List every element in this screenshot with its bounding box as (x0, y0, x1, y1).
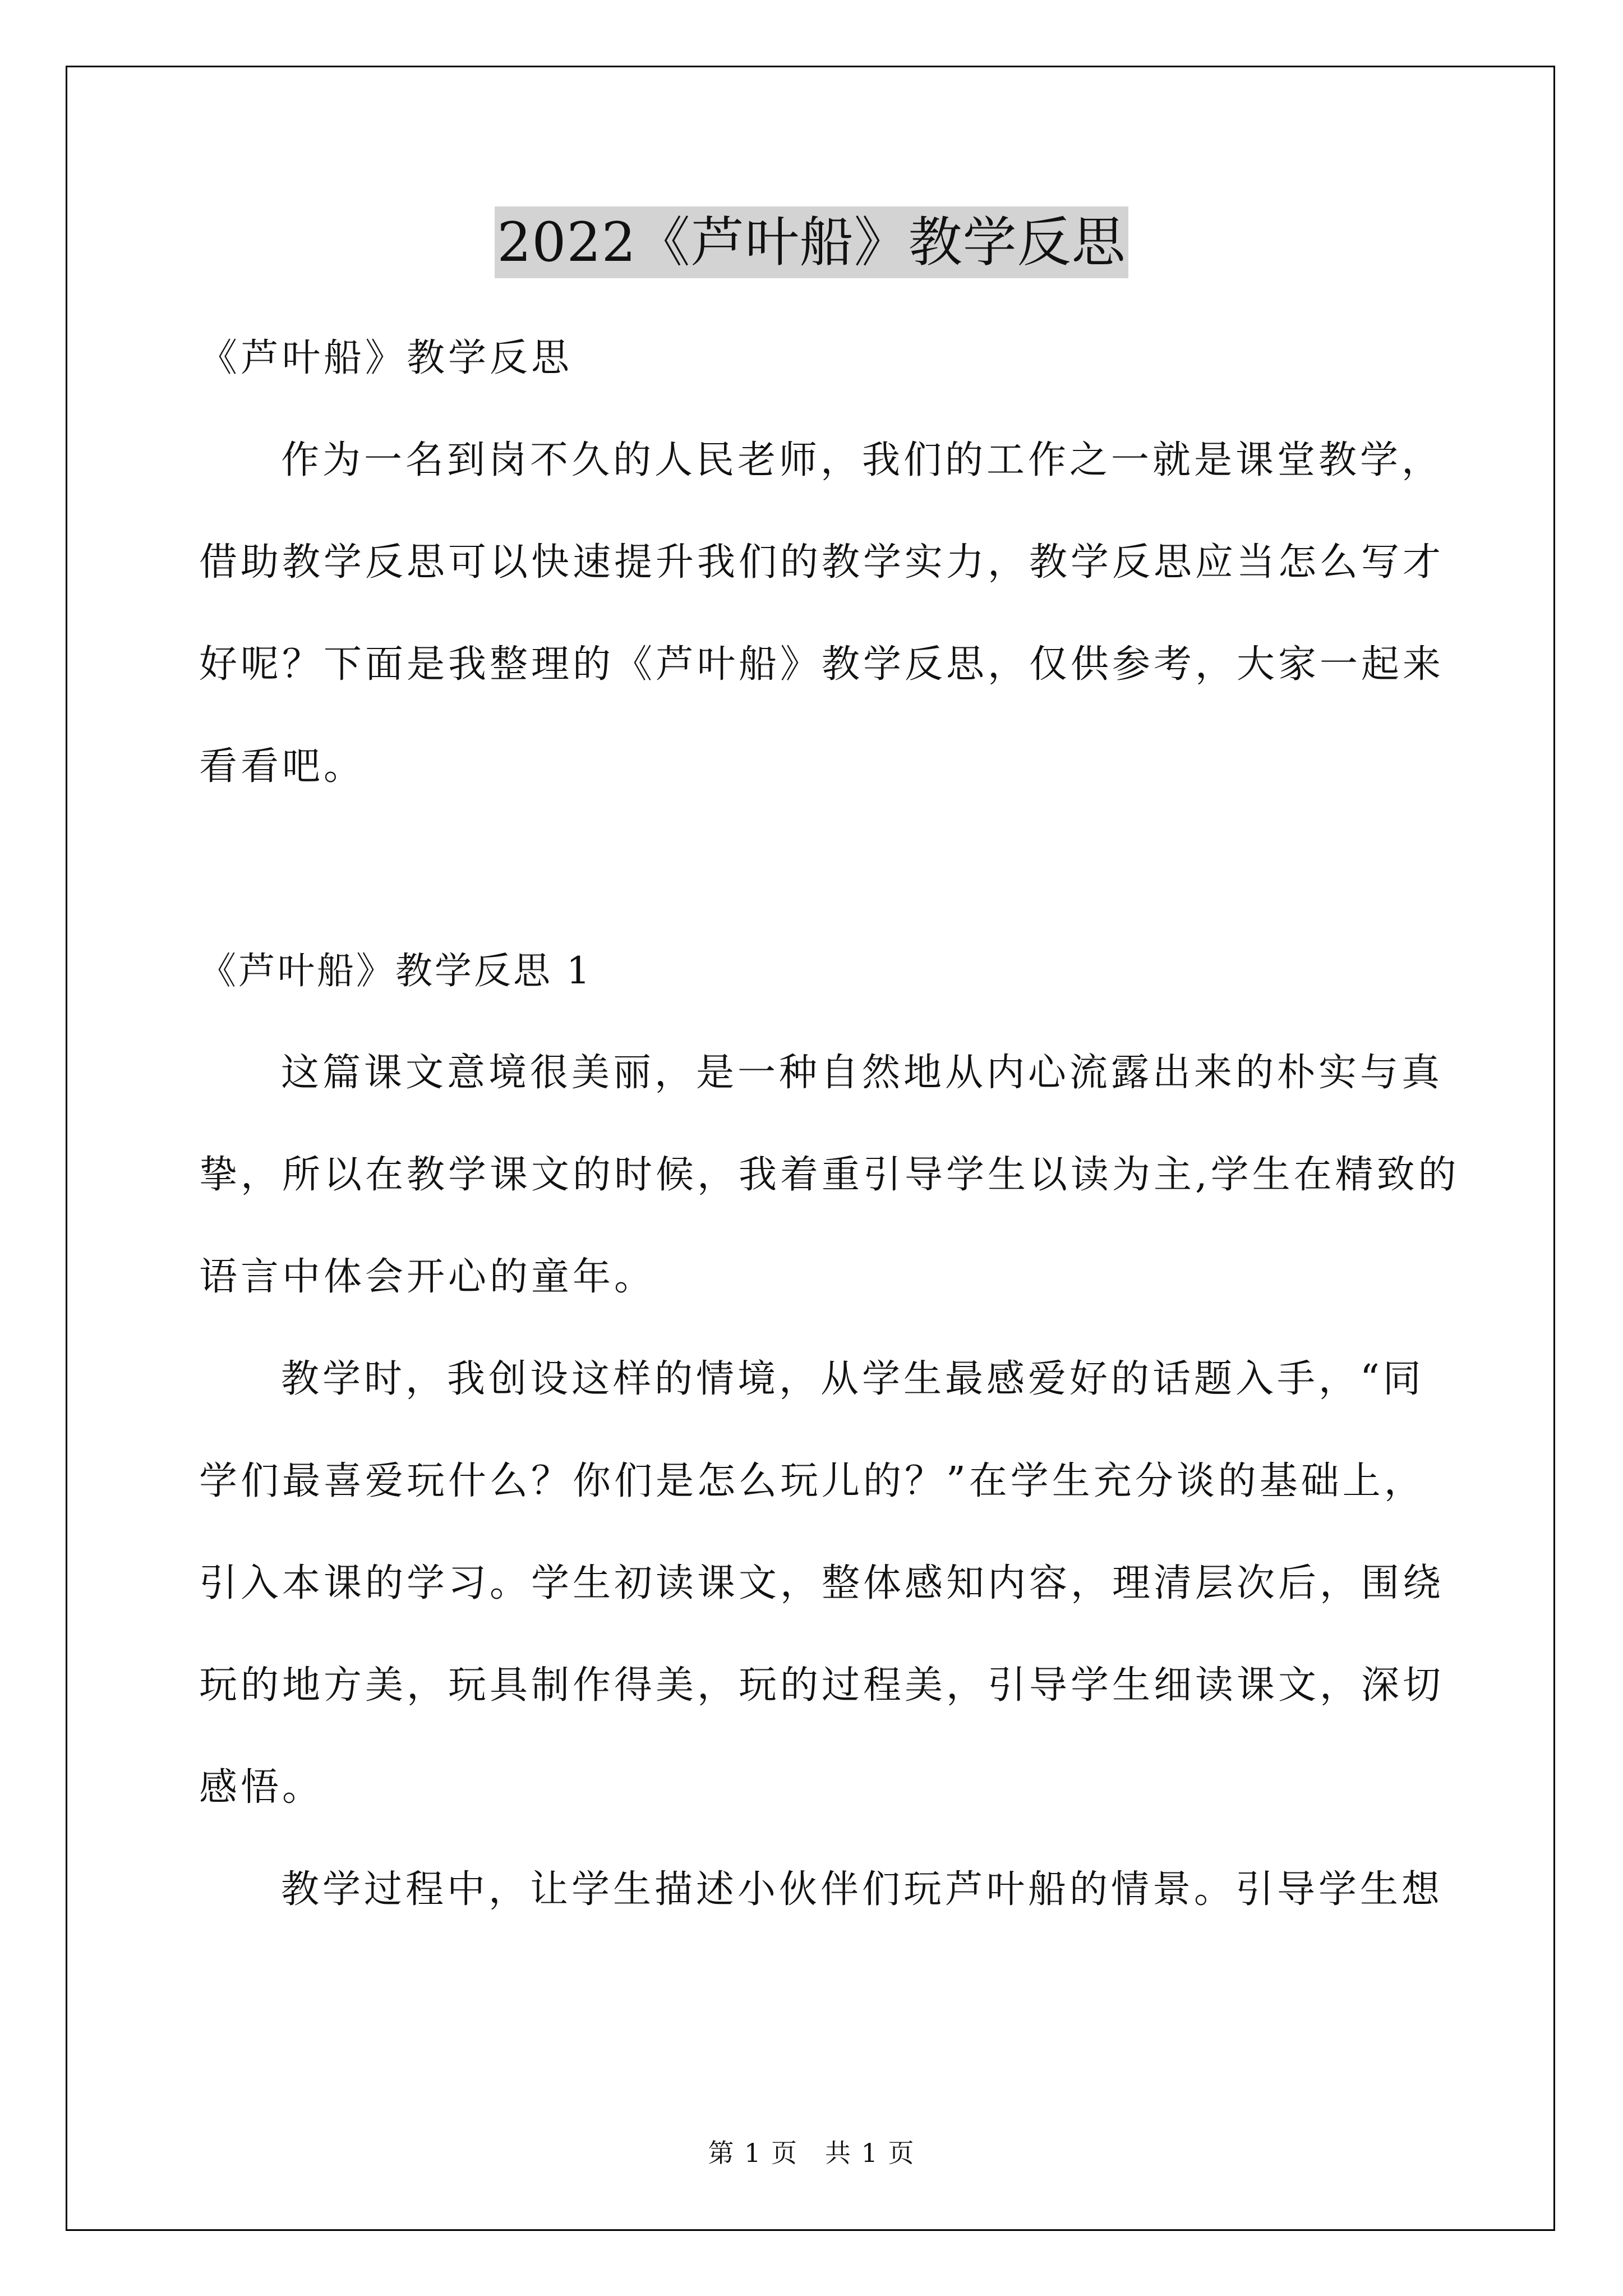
paragraph-1 (199, 1022, 1460, 1328)
text-line: 引入本课的学习。学生初读课文，整体感知内容，理清层次后，围绕 (199, 1561, 1445, 1605)
title-container (0, 206, 1623, 278)
paragraph-3 (199, 1839, 1444, 1941)
text-line: 作为一名到岗不久的人民老师，我们的工作之一就是课堂教学， (281, 438, 1444, 482)
text-line: 看看吧。 (199, 744, 366, 789)
text-line: 感悟。 (199, 1765, 324, 1810)
document-title: 2022《芦叶船》教学反思 (495, 206, 1128, 278)
text-line: 语言中体会开心的童年。 (199, 1255, 656, 1299)
text-line: 玩的地方美，玩具制作得美，玩的过程美，引导学生细读课文，深切 (199, 1663, 1445, 1708)
intro-paragraph (199, 409, 1445, 818)
section-heading: 《芦叶船》教学反思 1 (199, 949, 592, 992)
document-body (199, 307, 1460, 1941)
text-line: 好呢？下面是我整理的《芦叶船》教学反思，仅供参考，大家一起来 (199, 642, 1445, 687)
paragraph-2 (199, 1328, 1445, 1839)
text-line: 学们最喜爱玩什么？你们是怎么玩儿的？”在学生充分谈的基础上， (199, 1459, 1426, 1503)
text-line: 这篇课文意境很美丽，是一种自然地从内心流露出来的朴实与真 (281, 1051, 1444, 1095)
text-line: 教学时，我创设这样的情境，从学生最感爱好的话题入手，“同 (281, 1357, 1424, 1401)
spacer (199, 818, 1433, 920)
text-line: 教学过程中，让学生描述小伙伴们玩芦叶船的情景。引导学生想 (281, 1867, 1444, 1912)
doc-heading: 《芦叶船》教学反思 (199, 336, 573, 380)
page-footer: 第 1 页 共 1 页 (708, 2138, 915, 2168)
text-line: 借助教学反思可以快速提升我们的教学实力，教学反思应当怎么写才 (199, 540, 1445, 585)
text-line: 挚，所以在教学课文的时候，我着重引导学生以读为主,学生在精致的 (199, 1153, 1460, 1197)
